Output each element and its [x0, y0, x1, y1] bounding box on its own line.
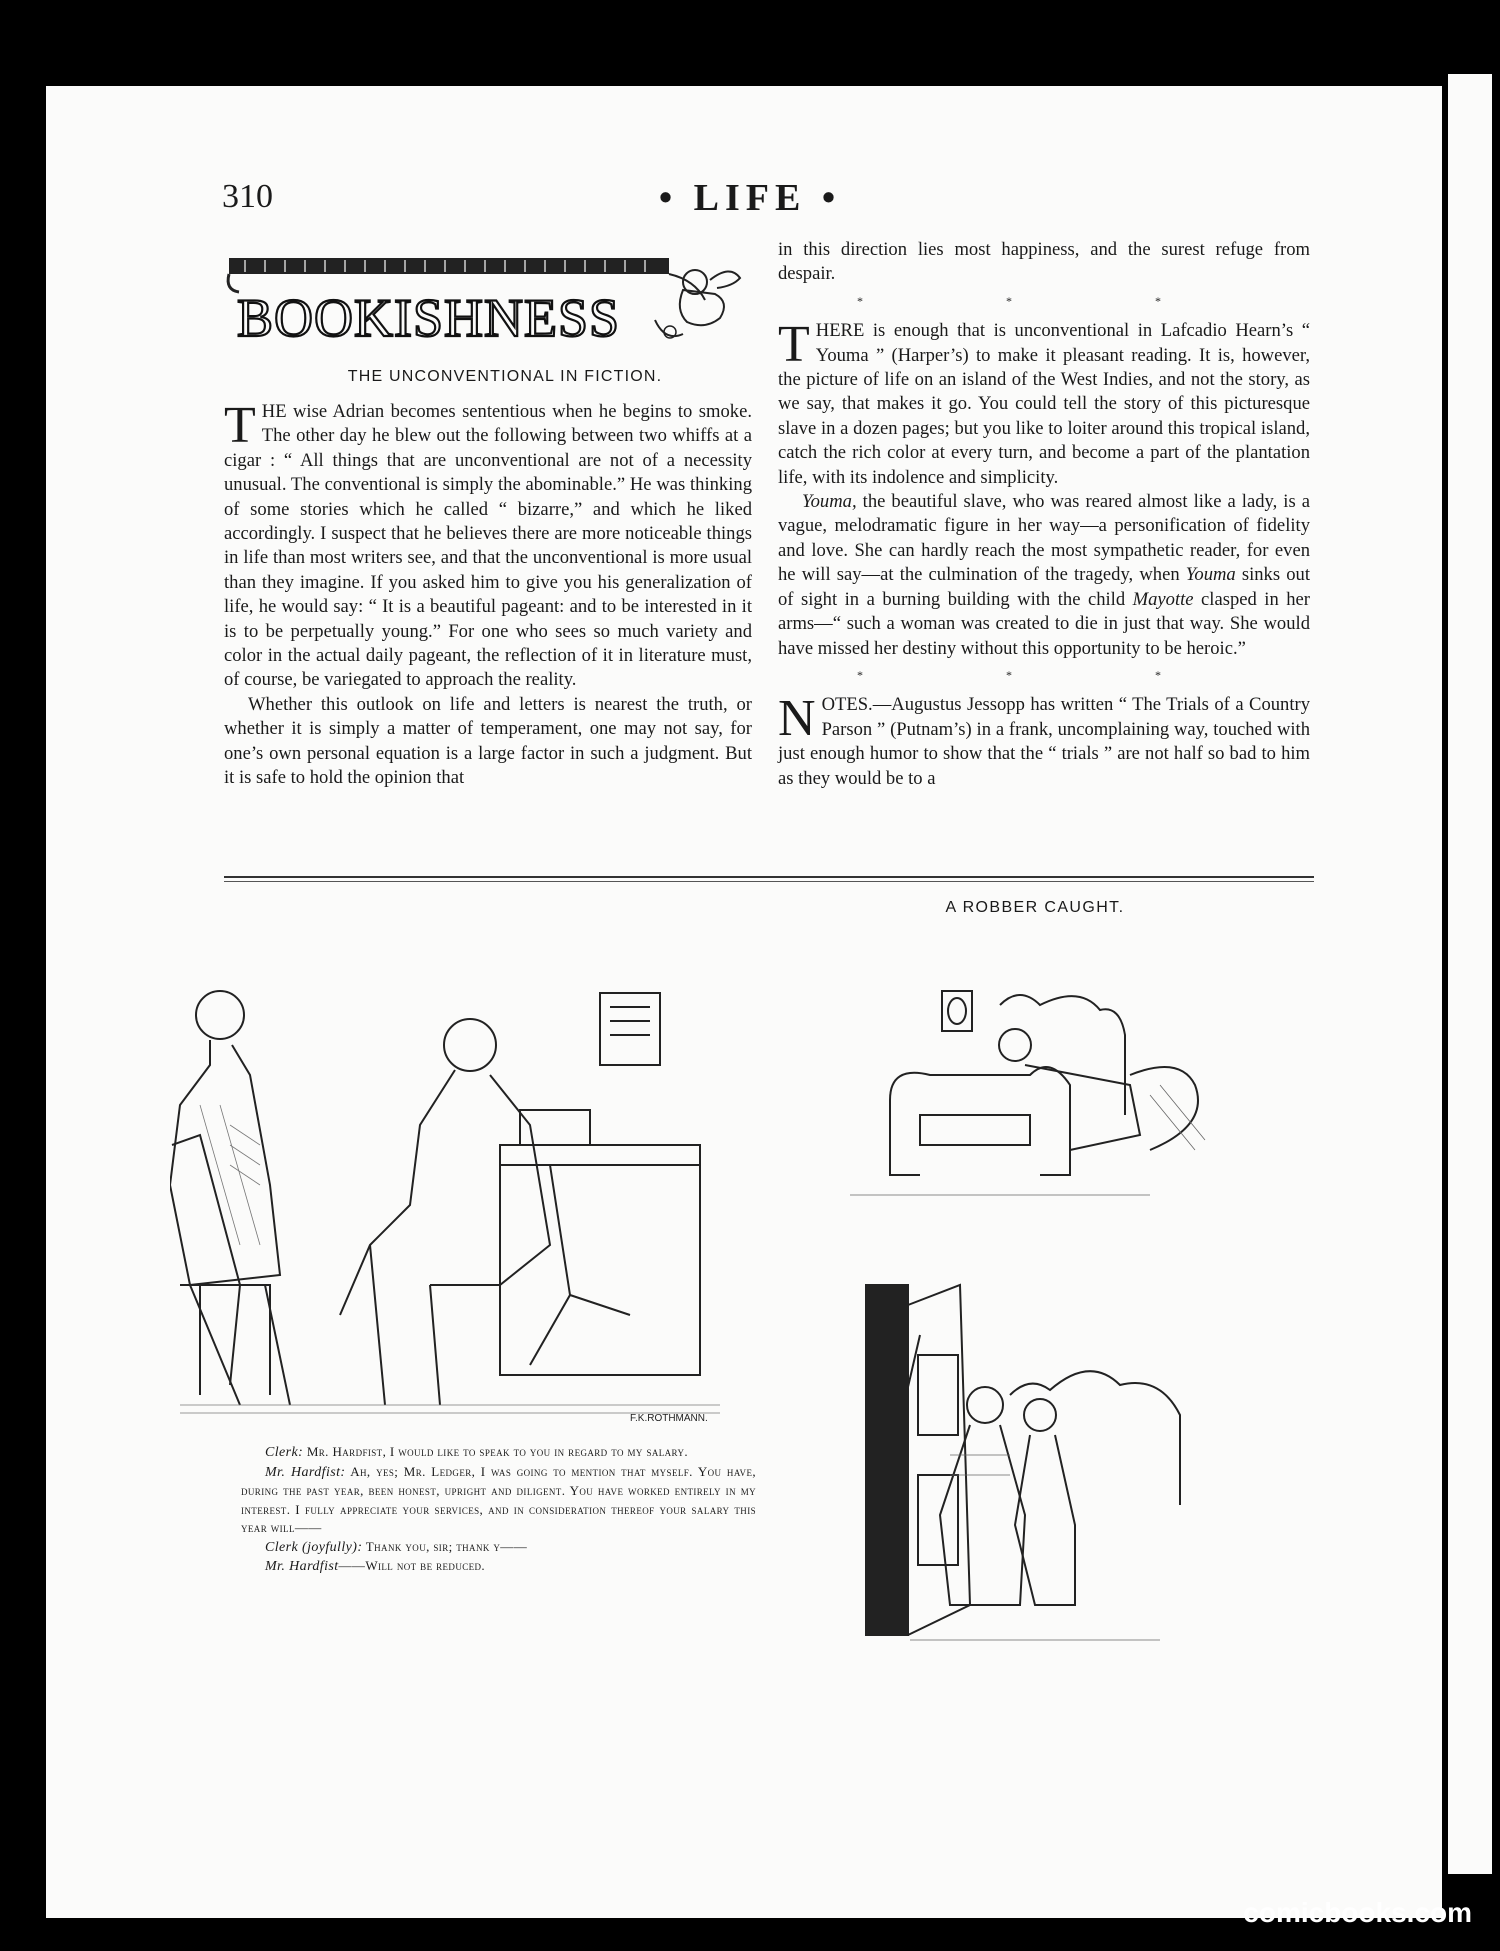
caption-line	[241, 1538, 756, 1558]
section-divider: * * *	[857, 293, 1231, 308]
caption-line	[241, 1557, 756, 1577]
speaker-label: Clerk (joyfully):	[265, 1539, 363, 1555]
speaker-label: Mr. Hardfist:	[265, 1464, 346, 1480]
article-heading: THE UNCONVENTIONAL IN FICTION.	[347, 368, 663, 385]
paragraph	[778, 690, 1310, 791]
emphasis: Mayotte	[1132, 588, 1194, 610]
dialogue-text: Mr. Hardfist, I would like to speak to you in regard to my salary.	[303, 1444, 689, 1459]
section-rule	[224, 881, 1314, 882]
adjacent-page-edge	[1448, 74, 1492, 1874]
paragraph	[224, 397, 752, 693]
paragraph	[778, 490, 1310, 661]
cartoon-title: A ROBBER CAUGHT.	[945, 899, 1125, 916]
section-rule	[224, 876, 1314, 878]
bed-scene-illustration	[850, 975, 1315, 1220]
cartoon-caption	[241, 1443, 756, 1577]
section-divider: * * *	[857, 667, 1231, 682]
speaker-label: Mr. Hardfist	[265, 1559, 339, 1574]
caption-line	[241, 1463, 756, 1538]
left-column	[224, 397, 752, 791]
drop-cap: T	[778, 316, 810, 374]
emphasis: Youma	[1185, 564, 1236, 586]
text-run: the beautiful slave, who was reared almost like a lady, is a vague, melodramatic figure in her way—a personification of fidelity and love. She can hardly reach the most sympathetic reader, for even he will say—at the culmination of the tragedy, when	[778, 491, 1310, 586]
caption-line	[241, 1443, 756, 1463]
paragraph: in this direction lies most happiness, and the surest refuge from despair.	[778, 239, 1310, 285]
banner-title: BOOKISHNESS	[237, 288, 621, 348]
dialogue-text: Ah, yes; Mr. Ledger, I was going to mention that myself. You have, during the past year, been honest, upright and diligent. You have worked entirely in my interest. I fully appreciate your services, and in consideration thereof your salary this year will——	[241, 1463, 757, 1535]
page-number: 310	[222, 178, 273, 215]
paragraph: Whether this outlook on life and letters is nearest the truth, or whether it is simply a matter of temperament, one may not say, for one’s own personal equation is a large factor in such a judgment. But it is safe to hold the opinion that	[224, 693, 752, 789]
right-column	[778, 238, 1310, 791]
masthead: • LIFE •	[658, 177, 842, 219]
paragraph-text: OTES.—Augustus Jessopp has written “ The Trials of a Country Parson ” (Putnam’s) in a frank, uncomplaining way, touched with just enough humor to show that the “ trials ” are not half so bad to him as they would be to a	[778, 694, 1310, 789]
dialogue-text: ——Will not be reduced.	[338, 1558, 486, 1573]
text-run: sinks out of sight in a burning building with the child	[778, 564, 1310, 610]
paragraph-text: HE wise Adrian becomes sententious when he begins to smoke. The other day he blew out the following between two whiffs at a cigar : “ All things that are unconventional are not of a necessity unusual. The conventional is simply the abominable.” He was thinking of some stories which he called “ bizarre,” and which he liked accordingly. I suspect that he believes there are more noticeable things in life than most writers see, and that the unconventional is more usual than they imagine. If you asked him to give you his generalization of life, he would say: “ It is a beautiful pageant: and to be interested in it is to be perpetually young.” For one who sees so much variety and color in the actual daily pageant, the reflection of it in literature must, of course, be variegated to approach the reality.	[224, 401, 752, 691]
artist-signature: F.K.ROTHMANN.	[630, 1413, 708, 1424]
paragraph	[778, 316, 1310, 490]
drop-cap: T	[224, 397, 256, 454]
paragraph-text: HERE is enough that is unconventional in Lafcadio Hearn’s “ Youma ” (Harper’s) to make it pleasant reading. It is, however, the picture of life on an island of the West Indies, and not the story, as we say, that makes it go. You could tell the story of this picturesque slave in a dozen pages; but you like to loiter around this tropical island, catch the rich color at every turn, and become a part of the plantation life, with its indolence and simplicity.	[778, 320, 1310, 488]
drop-cap: N	[778, 690, 816, 748]
dialogue-text: Thank you, sir; thank y——	[362, 1538, 528, 1554]
text-run: clasped in her arms—“ such a woman was created to die in just that way. She would have missed her destiny without this opportunity to be heroic.”	[778, 588, 1310, 659]
office-salary-illustration	[170, 985, 730, 1425]
emphasis: Youma,	[802, 491, 857, 513]
robber-caught-illustration	[860, 1275, 1210, 1685]
watermark: comicbooks.com	[1243, 1897, 1472, 1928]
bookishness-banner	[225, 250, 745, 350]
speaker-label: Clerk:	[265, 1445, 304, 1460]
